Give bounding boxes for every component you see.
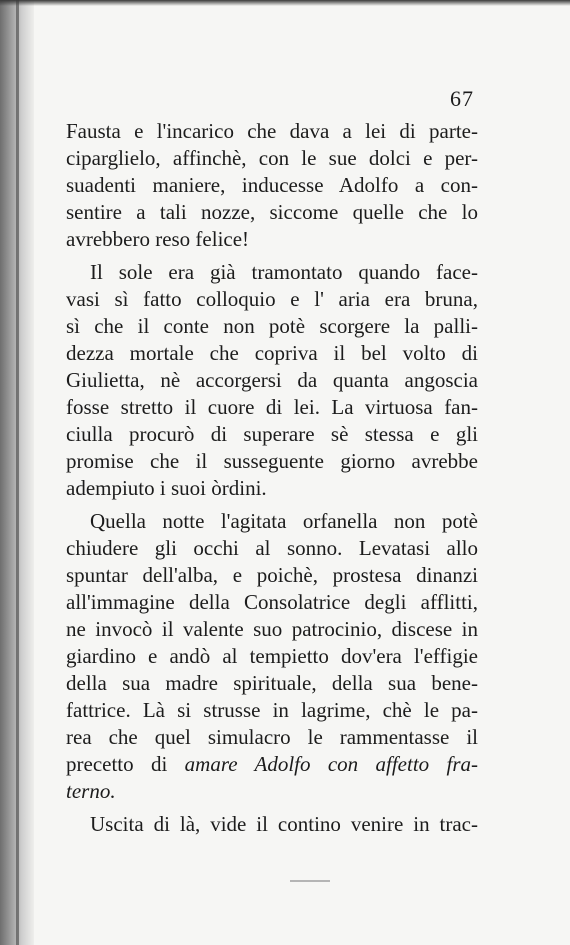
text-line: Quella notte l'agitata orfanella non potè	[90, 509, 478, 533]
text-line: sentire a tali nozze, siccome quelle che lo	[66, 200, 478, 224]
text-line: chiudere gli occhi al sonno. Levatasi allo	[66, 536, 478, 560]
text-line: vasi sì fatto colloquio e l' aria era bruna,	[66, 287, 478, 311]
italic-text: amare Adolfo con affetto fra-	[184, 752, 478, 776]
italic-text: terno.	[66, 779, 116, 803]
text-line: fattrice. Là si strusse in lagrime, chè le pa-	[66, 698, 478, 722]
page-number: 67	[450, 86, 474, 111]
text-line: promise che il susseguente giorno avrebbe	[66, 449, 478, 473]
page-body-text	[66, 118, 478, 838]
text-line: rea che quel simulacro le rammentasse il	[66, 725, 478, 749]
paragraph-4	[66, 811, 478, 838]
text-line-mixed	[66, 778, 478, 805]
text-line: Uscita di là, vide il contino venire in trac-	[90, 812, 478, 836]
text-line: ciparglielo, affinchè, con le sue dolci e per-	[66, 146, 478, 170]
paragraph-1	[66, 118, 478, 253]
plain-text: precetto di	[66, 752, 185, 776]
text-line: giardino e andò al tempietto dov'era l'effigie	[66, 644, 478, 668]
text-line: dezza mortale che copriva il bel volto di	[66, 341, 478, 365]
text-line: suadenti maniere, inducesse Adolfo a con-	[66, 173, 478, 197]
text-line: avrebbero reso felice!	[66, 227, 250, 251]
text-line-mixed	[66, 751, 478, 778]
text-line: fosse stretto il cuore di lei. La virtuosa fan-	[66, 395, 478, 419]
text-line: all'immagine della Consolatrice degli afflitti,	[66, 590, 478, 614]
page-top-edge	[0, 0, 570, 6]
text-line: sì che il conte non potè scorgere la palli-	[66, 314, 478, 338]
paragraph-3	[66, 508, 478, 805]
paragraph-2	[66, 259, 478, 502]
text-line: spuntar dell'alba, e poichè, prostesa dinanzi	[66, 563, 478, 587]
page-mark	[290, 880, 330, 882]
text-line: della sua madre spirituale, della sua bene-	[66, 671, 478, 695]
text-line: ciulla procurò di superare sè stessa e gli	[66, 422, 478, 446]
text-line: Fausta e l'incarico che dava a lei di parte-	[66, 119, 478, 143]
text-line: adempiuto i suoi òrdini.	[66, 476, 267, 500]
text-line: ne invocò il valente suo patrocinio, discese in	[66, 617, 478, 641]
binding-edge	[16, 0, 19, 945]
text-line: Il sole era già tramontato quando face-	[90, 260, 478, 284]
text-line: Giulietta, nè accorgersi da quanta angoscia	[66, 368, 478, 392]
